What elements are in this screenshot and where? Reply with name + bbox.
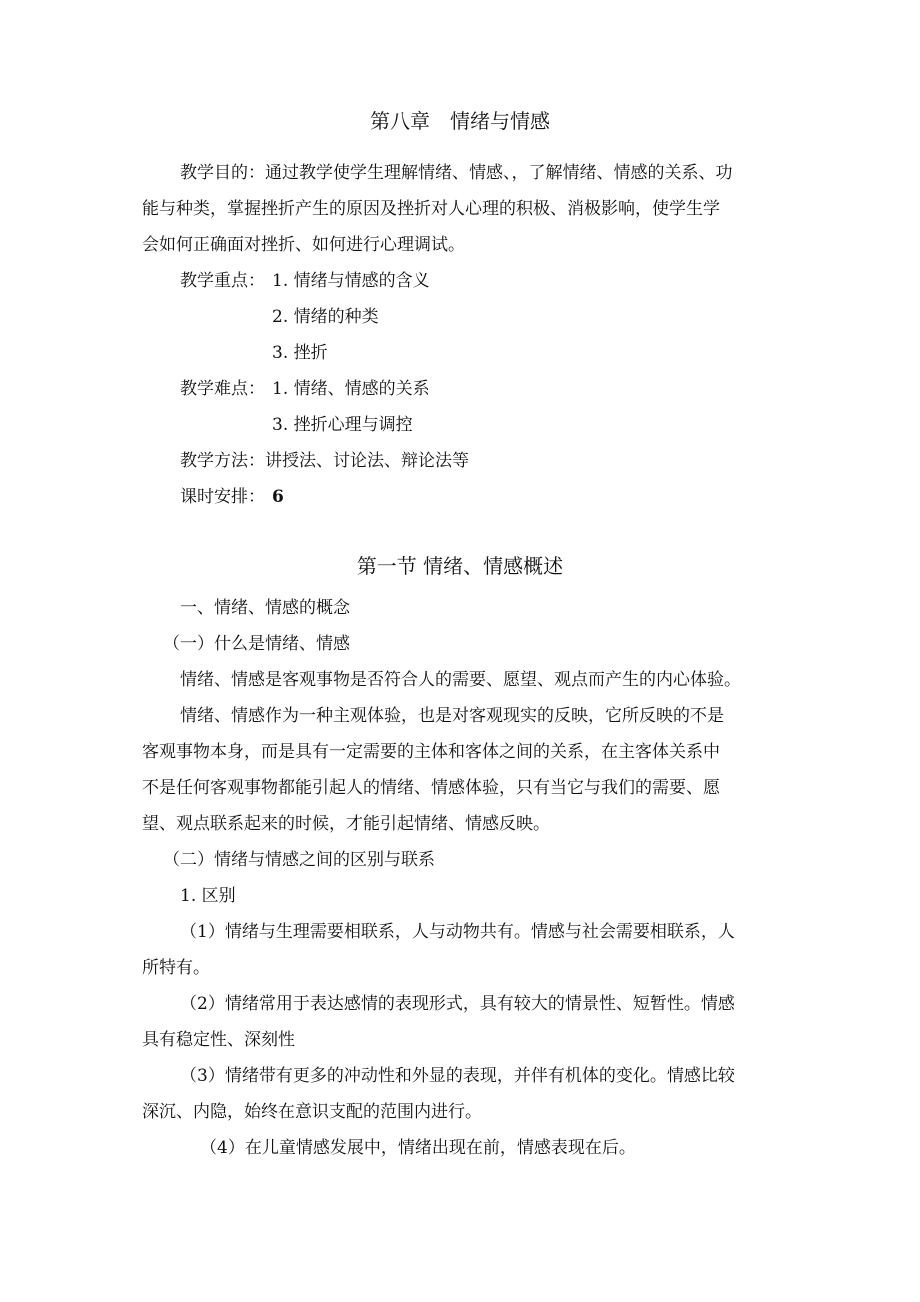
- difference-3-line-1: （3）情绪带有更多的冲动性和外显的表现，并伴有机体的变化。情感比较: [180, 1066, 735, 1086]
- difference-3-line-2: 深沉、内隐，始终在意识支配的范围内进行。: [142, 1102, 482, 1122]
- objective-line-3: 会如何正确面对挫折、如何进行心理调试。: [142, 235, 465, 255]
- sub-heading-difference: 1. 区别: [180, 886, 236, 906]
- difference-1-line-2: 所特有。: [142, 958, 210, 978]
- difficulties-label: 教学难点：: [180, 379, 265, 399]
- chapter-title: 第八章 情绪与情感: [370, 109, 550, 133]
- teaching-methods: 教学方法：讲授法、讨论法、辩论法等: [180, 451, 469, 471]
- objective-line-2: 能与种类，掌握挫折产生的原因及挫折对人心理的积极、消极影响，使学生学: [142, 199, 720, 219]
- heading-concept: 一、情绪、情感的概念: [180, 598, 350, 618]
- heading-difference: （二）情绪与情感之间的区别与联系: [163, 850, 435, 870]
- paragraph-2-line-4: 望、观点联系起来的时候，才能引起情绪、情感反映。: [142, 814, 550, 834]
- difference-1-line-1: （1）情绪与生理需要相联系，人与动物共有。情感与社会需要相联系，人: [180, 922, 735, 942]
- heading-what-is: （一）什么是情绪、情感: [163, 634, 350, 654]
- key-point-item-3: 3. 挫折: [272, 343, 328, 363]
- difference-4: （4）在儿童情感发展中，情绪出现在前，情感表现在后。: [200, 1138, 636, 1158]
- schedule-value: 6: [272, 487, 284, 507]
- definition-paragraph: 情绪、情感是客观事物是否符合人的需要、愿望、观点而产生的内心体验。: [180, 670, 741, 690]
- schedule-label: 课时安排：: [180, 487, 265, 507]
- key-point-item-2: 2. 情绪的种类: [272, 307, 379, 327]
- objective-line-1: 教学目的：通过教学使学生理解情绪、情感、，了解情绪、情感的关系、功: [180, 163, 733, 183]
- key-points-label: 教学重点：: [180, 271, 265, 291]
- difficulty-item-2: 3. 挫折心理与调控: [272, 415, 413, 435]
- paragraph-2-line-2: 客观事物本身，而是具有一定需要的主体和客体之间的关系，在主客体关系中: [142, 742, 720, 762]
- difference-2-line-2: 具有稳定性、深刻性: [142, 1030, 295, 1050]
- key-point-item-1: 1. 情绪与情感的含义: [272, 271, 430, 291]
- paragraph-2-line-1: 情绪、情感作为一种主观体验，也是对客观现实的反映，它所反映的不是: [180, 706, 724, 726]
- paragraph-2-line-3: 不是任何客观事物都能引起人的情绪、情感体验，只有当它与我们的需要、愿: [142, 778, 720, 798]
- section-title: 第一节 情绪、情感概述: [356, 554, 564, 578]
- difference-2-line-1: （2）情绪常用于表达感情的表现形式，具有较大的情景性、短暂性。情感: [180, 994, 735, 1014]
- difficulty-item-1: 1. 情绪、情感的关系: [272, 379, 430, 399]
